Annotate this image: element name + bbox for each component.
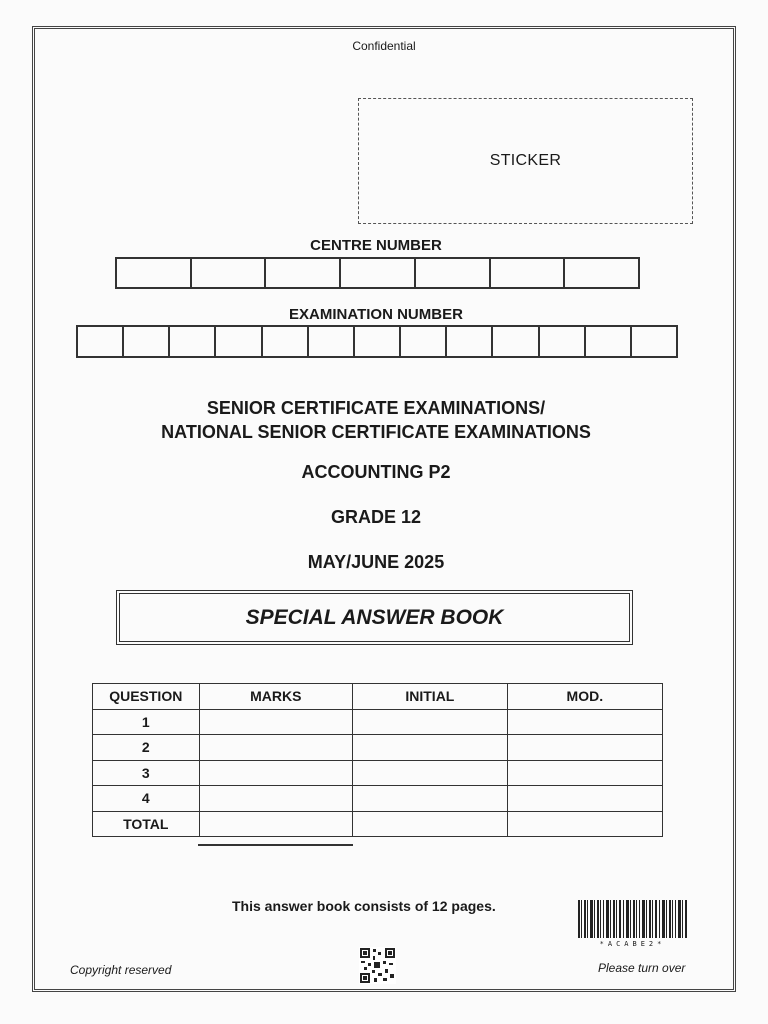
question-number: 4 (93, 786, 200, 812)
centre-number-box[interactable] (341, 259, 416, 287)
initial-cell[interactable] (353, 786, 508, 812)
examination-number-box[interactable] (170, 327, 216, 356)
mod-cell[interactable] (507, 709, 662, 735)
examination-number-boxes[interactable] (76, 325, 678, 358)
table-row (93, 760, 663, 786)
marks-cell[interactable] (199, 735, 353, 761)
centre-number-label: CENTRE NUMBER (310, 237, 442, 254)
examination-number-box[interactable] (355, 327, 401, 356)
centre-number-box[interactable] (491, 259, 566, 287)
grade-title: GRADE 12 (330, 507, 422, 527)
header-marks: MARKS (199, 684, 353, 710)
centre-number-box[interactable] (192, 259, 267, 287)
header-initial: INITIAL (353, 684, 508, 710)
sticker-box (358, 98, 693, 224)
please-turn-over: Please turn over (598, 961, 686, 975)
initial-cell[interactable] (353, 735, 508, 761)
question-number: 3 (93, 760, 200, 786)
examination-number-box[interactable] (447, 327, 493, 356)
examination-number-box[interactable] (309, 327, 355, 356)
special-answer-book-banner (116, 590, 633, 645)
table-row (93, 786, 663, 812)
examination-number-box[interactable] (401, 327, 447, 356)
examination-number-label: EXAMINATION NUMBER (289, 306, 463, 323)
initial-cell[interactable] (353, 709, 508, 735)
centre-number-box[interactable] (565, 259, 638, 287)
examination-number-box[interactable] (124, 327, 170, 356)
marks-table (92, 683, 663, 837)
marks-cell[interactable] (199, 760, 353, 786)
marks-cell[interactable] (199, 709, 353, 735)
centre-number-box[interactable] (266, 259, 341, 287)
header-question: QUESTION (93, 684, 200, 710)
examination-number-box[interactable] (78, 327, 124, 356)
examination-number-box[interactable] (540, 327, 586, 356)
sticker-label: STICKER (489, 152, 562, 169)
question-number: 1 (93, 709, 200, 735)
initial-cell[interactable] (353, 811, 508, 837)
pages-note: This answer book consists of 12 pages. (232, 898, 496, 914)
subject-title: ACCOUNTING P2 (301, 462, 451, 482)
total-underline (198, 844, 353, 846)
marks-table-header (93, 684, 663, 710)
examination-number-box[interactable] (263, 327, 309, 356)
qr-code-image (359, 947, 396, 984)
mod-cell[interactable] (507, 811, 662, 837)
exam-date: MAY/JUNE 2025 (307, 552, 445, 572)
total-marks-cell[interactable] (199, 811, 353, 837)
mod-cell[interactable] (507, 735, 662, 761)
confidential-label: Confidential (352, 39, 416, 53)
examination-number-box[interactable] (216, 327, 262, 356)
exam-title (0, 396, 752, 444)
examination-number-box[interactable] (586, 327, 632, 356)
table-row-total (93, 811, 663, 837)
header-mod: MOD. (507, 684, 662, 710)
marks-cell[interactable] (199, 786, 353, 812)
barcode-text: *ACABE2* (599, 940, 666, 948)
table-row (93, 735, 663, 761)
question-number: 2 (93, 735, 200, 761)
centre-number-box[interactable] (416, 259, 491, 287)
copyright-notice: Copyright reserved (70, 963, 172, 977)
centre-number-boxes[interactable] (115, 257, 640, 289)
initial-cell[interactable] (353, 760, 508, 786)
barcode-image (576, 900, 689, 938)
exam-title-line1: SENIOR CERTIFICATE EXAMINATIONS/ (206, 398, 546, 418)
table-row (93, 709, 663, 735)
examination-number-box[interactable] (632, 327, 676, 356)
total-label: TOTAL (93, 811, 200, 837)
mod-cell[interactable] (507, 760, 662, 786)
centre-number-box[interactable] (117, 259, 192, 287)
examination-number-box[interactable] (493, 327, 539, 356)
mod-cell[interactable] (507, 786, 662, 812)
exam-title-line2: NATIONAL SENIOR CERTIFICATE EXAMINATIONS (161, 422, 591, 442)
special-answer-book-label: SPECIAL ANSWER BOOK (245, 605, 504, 629)
